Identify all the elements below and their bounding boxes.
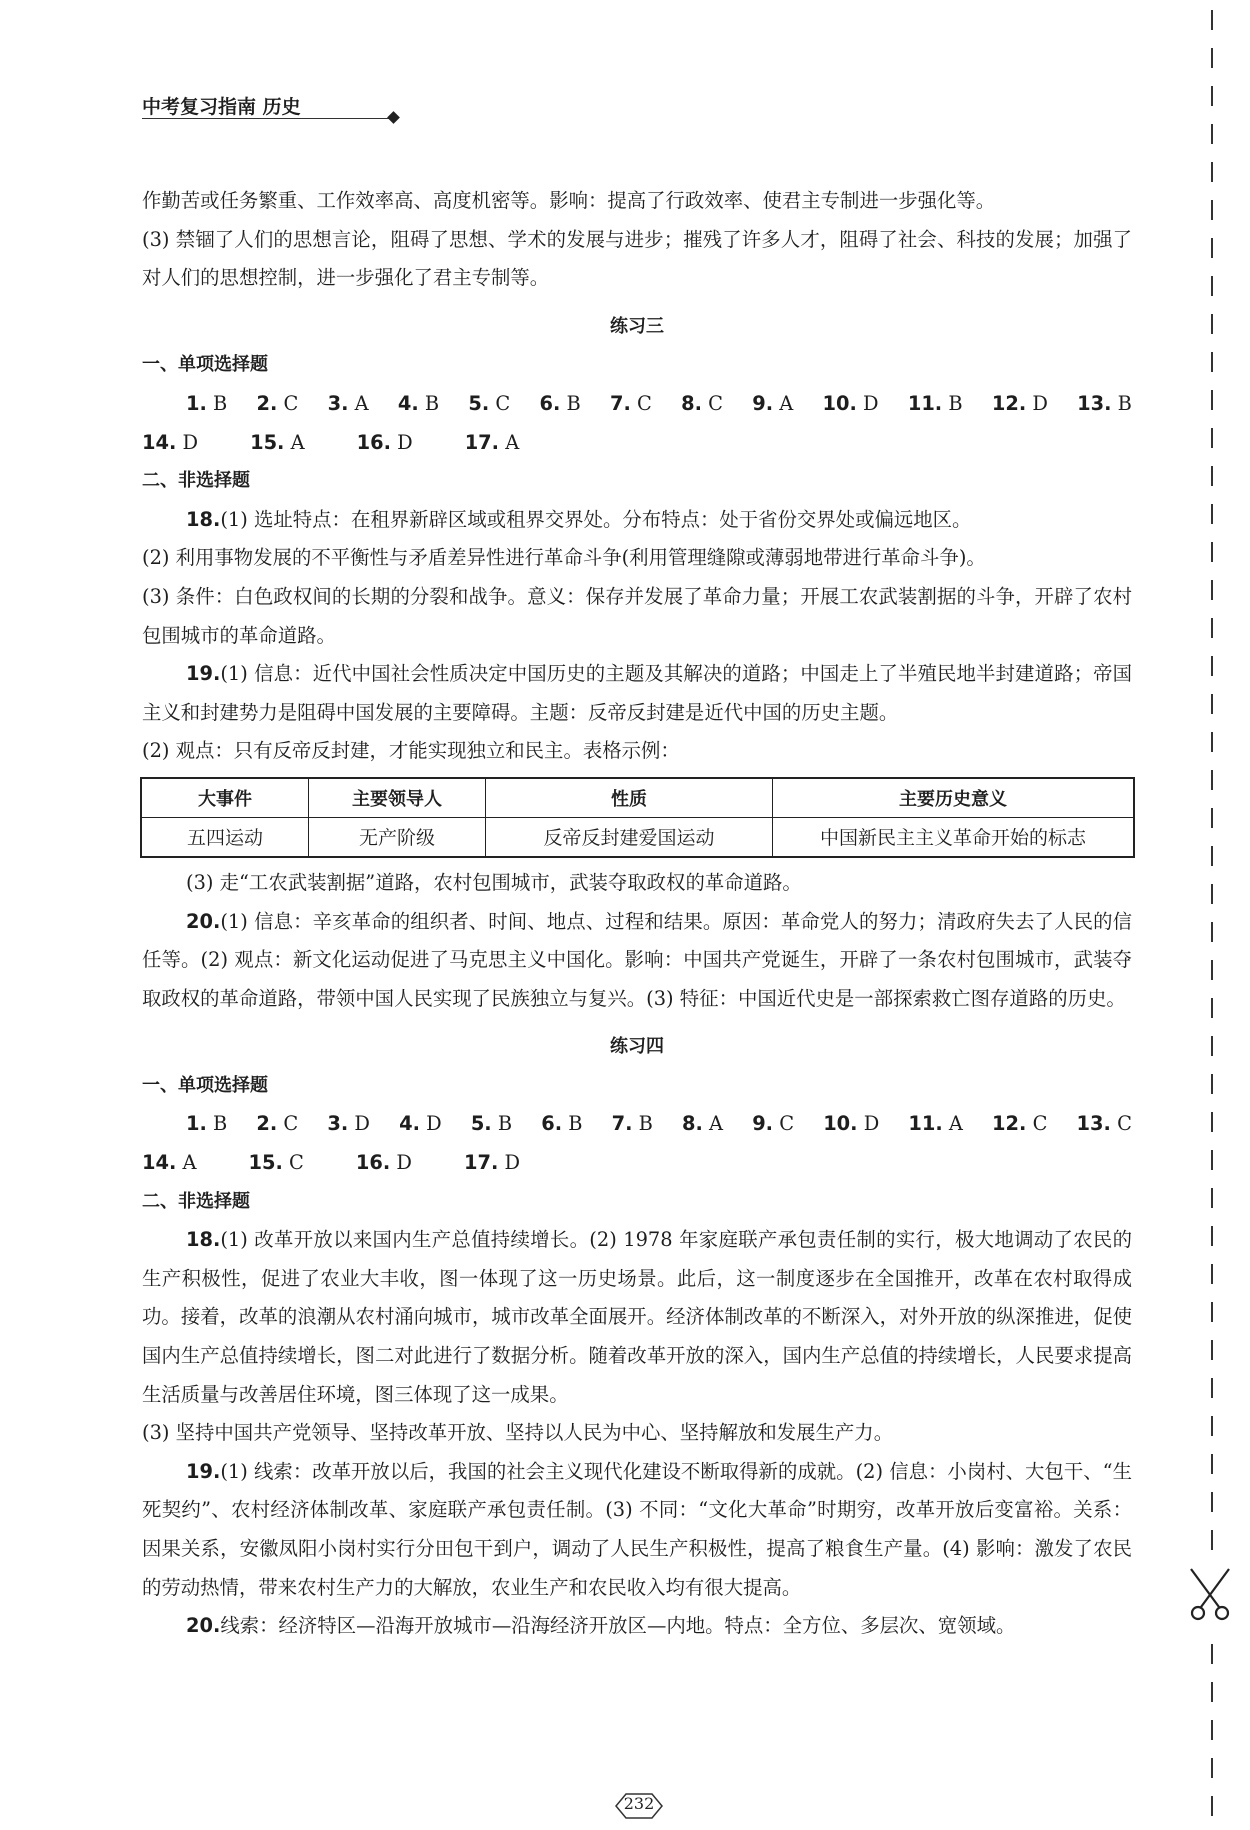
choice-answer	[1077, 385, 1132, 424]
table-header: 性质	[486, 778, 773, 818]
ex4-q18-p2: (3) 坚持中国共产党领导、坚持改革开放、坚持以人民为中心、坚持解放和发展生产力。	[142, 1421, 894, 1445]
answer-letter: D	[390, 1151, 412, 1175]
answer-number: 7.	[610, 391, 631, 415]
answer-number: 16.	[356, 430, 391, 454]
running-header	[142, 92, 404, 126]
answer-number: 5.	[468, 391, 490, 415]
answer-letter: B	[491, 1112, 513, 1136]
choice-answer	[541, 1105, 582, 1144]
cut-line-dash	[1211, 732, 1213, 752]
answer-number: 15.	[248, 1151, 283, 1175]
ex3-q18-text: (1) 选址特点：在租界新辟区域或租界交界处。分布特点：处于省份交界处或偏远地区。	[220, 507, 972, 531]
answer-number: 8.	[682, 1112, 703, 1136]
ex3-q18-p3: (3) 条件：白色政权间的长期的分裂和战争。意义：保存并发展了革命力量；开展工农武装割据的斗争，开辟了农村包围城市的革命道路。	[142, 584, 1132, 647]
choice-answer	[142, 1144, 223, 1183]
choice-answer	[610, 385, 652, 424]
cut-line-dash	[1211, 808, 1213, 828]
answer-number: 4.	[399, 1112, 420, 1136]
choice-answer	[186, 385, 227, 424]
question-number: 18.	[186, 1228, 221, 1252]
answer-letter: B	[1111, 391, 1132, 415]
answer-letter: C	[630, 391, 652, 415]
table-header: 大事件	[141, 778, 309, 818]
choice-answer	[250, 424, 331, 463]
answer-letter: C	[277, 391, 299, 415]
answer-number: 12.	[991, 391, 1027, 415]
choice-answer	[471, 1105, 512, 1144]
cut-line	[1207, 0, 1227, 1830]
answer-letter: C	[702, 391, 724, 415]
cut-line-dash	[1211, 998, 1213, 1018]
ex3-q18-p1	[142, 501, 1132, 540]
choice-answer	[398, 385, 439, 424]
answer-number: 10.	[822, 391, 857, 415]
cut-line-dash	[1211, 1340, 1213, 1360]
cut-line-dash	[1211, 1074, 1213, 1094]
cut-line-dash	[1211, 1758, 1213, 1778]
question-number: 19.	[186, 1459, 221, 1483]
cut-line-dash	[1211, 124, 1213, 144]
answer-letter: D	[1026, 391, 1048, 415]
ex3-section-choice: 一、单项选择题	[142, 354, 268, 376]
page-number-text: 232	[623, 1794, 655, 1813]
answer-letter: B	[560, 391, 581, 415]
answer-number: 3.	[327, 1112, 349, 1136]
choice-answer	[328, 385, 369, 424]
answer-number: 17.	[464, 430, 500, 454]
cut-line-dash	[1211, 694, 1213, 714]
choice-answer	[357, 424, 439, 463]
answer-letter: B	[632, 1112, 653, 1136]
answer-number: 7.	[611, 1112, 633, 1136]
answer-number: 3.	[327, 391, 349, 415]
choice-answer	[468, 385, 510, 424]
answer-letter: A	[942, 1112, 963, 1136]
choice-answer	[612, 1105, 653, 1144]
ex3-q18-p2: (2) 利用事物发展的不平衡性与矛盾差异性进行革命斗争(利用管理缝隙或薄弱地带进行革命斗争)。	[142, 546, 986, 570]
cut-line-dash	[1211, 580, 1213, 600]
choice-answer	[823, 1105, 879, 1144]
cut-line-dash	[1211, 276, 1213, 296]
question-number: 20.	[186, 909, 221, 933]
answer-letter: A	[176, 1151, 197, 1175]
choice-answer	[465, 424, 546, 463]
cut-line-dash	[1211, 922, 1213, 942]
answer-letter: C	[277, 1112, 299, 1136]
exercise-3-title: 练习三	[610, 315, 664, 337]
cut-line-dash	[1211, 428, 1213, 448]
answer-letter: C	[489, 391, 511, 415]
cut-line-dash	[1211, 1036, 1213, 1056]
answer-number: 2.	[256, 391, 278, 415]
intro-line-2: (3) 禁锢了人们的思想言论，阻碍了思想、学术的发展与进步；摧残了许多人才，阻碍了社会、科技的发展；加强了对人们的思想控制，进一步强化了君主专制等。	[142, 227, 1132, 290]
cut-line-dash	[1211, 352, 1213, 372]
choice-answer	[752, 1105, 794, 1144]
ex4-answers-row-2	[142, 1144, 1132, 1183]
answer-number: 14.	[142, 430, 177, 454]
cut-line-dash	[1211, 1302, 1213, 1322]
choice-answer	[823, 385, 879, 424]
cut-line-dash	[1211, 884, 1213, 904]
answer-number: 6.	[539, 391, 561, 415]
cut-line-dash	[1211, 1644, 1213, 1664]
question-number: 20.	[186, 1614, 221, 1638]
answer-letter: C	[1110, 1112, 1132, 1136]
choice-answer	[992, 385, 1048, 424]
answer-number: 15.	[250, 430, 285, 454]
answer-letter: D	[390, 430, 413, 454]
table-cell: 中国新民主主义革命开始的标志	[773, 817, 1135, 857]
answer-content	[142, 182, 1132, 1646]
cut-line-dash	[1211, 846, 1213, 866]
answer-number: 4.	[397, 391, 419, 415]
answer-number: 1.	[186, 391, 207, 415]
page-number	[612, 1792, 666, 1820]
intro-line-1: 作勤苦或任务繁重、工作效率高、高度机密等。影响：提高了行政效率、使君主专制进一步强化等。	[142, 189, 996, 212]
answer-letter: B	[206, 1112, 228, 1136]
table-cell: 五四运动	[141, 817, 309, 857]
answer-number: 11.	[908, 1112, 943, 1136]
answer-number: 13.	[1076, 1112, 1111, 1136]
answer-letter: C	[282, 1151, 304, 1175]
ex3-answers-row-1	[142, 385, 1132, 424]
question-number: 19.	[186, 662, 221, 686]
ex4-q18-text: (1) 改革开放以来国内生产总值持续增长。(2) 1978 年家庭联产承包责任制的实行，极大地调动了农民的生产积极性，促进了农业大丰收，图一体现了这一历史场景。此后，这一制度逐步在全国推开，改革在农村取得成功。接着，改革的浪潮从农村涌向城市，城市改革全面展开。经济体制改革的不断深入，对外开放的纵深推进，促使国内生产总值持续增长，图二对此进行了数据分析。随着改革开放的深入，国内生产总值的持续增长，人民要求提高生活质量与改善居住环境，图三体现了这一成果。	[142, 1228, 1132, 1406]
cut-line-dash	[1211, 1530, 1213, 1550]
answer-letter: A	[499, 430, 520, 454]
answer-letter: B	[942, 391, 963, 415]
choice-answer	[356, 1144, 438, 1183]
cut-line-dash	[1211, 1796, 1213, 1816]
answer-number: 16.	[355, 1151, 391, 1175]
answer-number: 8.	[681, 391, 702, 415]
answer-number: 14.	[142, 1151, 177, 1175]
cut-line-dash	[1211, 1226, 1213, 1246]
ex4-choice-answers	[142, 1105, 1132, 1182]
answer-number: 6.	[541, 1112, 563, 1136]
ex3-q20-text: (1) 信息：辛亥革命的组织者、时间、地点、过程和结果。原因：革命党人的努力；清政府失去了人民的信任等。(2) 观点：新文化运动促进了马克思主义中国化。影响：中国共产党诞生，开辟了一条农村包围城市，武装夺取政权的革命道路，带领中国人民实现了民族独立与复兴。(3) 特征：中国近代史是一部探索救亡图存道路的历史。	[142, 909, 1132, 1010]
ex3-answers-row-2	[142, 424, 1132, 463]
choice-answer	[327, 1105, 370, 1144]
choice-answer	[752, 385, 793, 424]
cut-line-dash	[1211, 504, 1213, 524]
choice-answer	[908, 385, 963, 424]
answer-letter: B	[206, 391, 228, 415]
answer-letter: B	[418, 391, 440, 415]
choice-answer	[249, 1144, 330, 1183]
cut-line-dash	[1211, 656, 1213, 676]
answer-number: 1.	[186, 1112, 207, 1136]
ex3-q19-p3: (3) 走“工农武装割据”道路，农村包围城市，武装夺取政权的革命道路。	[186, 870, 802, 894]
ex3-section-open: 二、非选择题	[142, 470, 250, 492]
ex4-q19	[142, 1453, 1132, 1607]
answer-letter: A	[773, 391, 794, 415]
answer-letter: B	[562, 1112, 583, 1136]
table-row	[141, 817, 1134, 857]
table-cell: 反帝反封建爱国运动	[486, 817, 773, 857]
table-header: 主要领导人	[309, 778, 486, 818]
ex3-q19-p1	[142, 655, 1132, 732]
answer-letter: C	[773, 1112, 795, 1136]
answer-number: 13.	[1077, 391, 1112, 415]
choice-answer	[682, 1105, 723, 1144]
choice-answer	[186, 1105, 227, 1144]
ex3-q19-p2: (2) 观点：只有反帝反封建，才能实现独立和民主。表格示例：	[142, 739, 680, 763]
cut-line-dash	[1211, 1112, 1213, 1132]
ex4-q18-p1	[142, 1221, 1132, 1414]
header-title: 中考复习指南 历史	[142, 96, 301, 118]
cut-line-dash	[1211, 1264, 1213, 1284]
cut-line-dash	[1211, 1682, 1213, 1702]
cut-line-dash	[1211, 314, 1213, 334]
question-number: 18.	[186, 507, 221, 531]
answer-number: 9.	[752, 1112, 774, 1136]
cut-line-dash	[1211, 1416, 1213, 1436]
choice-answer	[142, 424, 224, 463]
ex4-q20	[142, 1607, 1132, 1646]
answer-number: 11.	[907, 391, 943, 415]
choice-answer	[908, 1105, 963, 1144]
scissors-icon	[1185, 1565, 1235, 1625]
answer-letter: D	[857, 1112, 880, 1136]
cut-line-dash	[1211, 48, 1213, 68]
cut-line-dash	[1211, 770, 1213, 790]
answer-number: 2.	[256, 1112, 278, 1136]
ex4-q20-text: 线索：经济特区—沿海开放城市—沿海经济开放区—内地。特点：全方位、多层次、宽领域。	[220, 1614, 1016, 1638]
table-header-row	[141, 778, 1134, 818]
ex4-section-open: 二、非选择题	[142, 1190, 250, 1212]
cut-line-dash	[1211, 162, 1213, 182]
example-table	[140, 777, 1135, 858]
choice-answer	[256, 1105, 298, 1144]
answer-letter: A	[284, 430, 305, 454]
ex3-choice-answers	[142, 385, 1132, 462]
cut-line-dash	[1211, 466, 1213, 486]
ex4-answers-row-1	[142, 1105, 1132, 1144]
cut-line-dash	[1211, 1454, 1213, 1474]
cut-line-dash	[1211, 238, 1213, 258]
ex3-q20	[142, 903, 1132, 1019]
answer-number: 10.	[823, 1112, 858, 1136]
ex4-q19-text: (1) 线索：改革开放以后，我国的社会主义现代化建设不断取得新的成就。(2) 信息：小岗村、大包干、“生死契约”、农村经济体制改革、家庭联产承包责任制。(3) 不同：“文化大革命”时期穷，改革开放后变富裕。关系：因果关系，安徽凤阳小岗村实行分田包干到户，调动了人民生产积极性，提高了粮食生产量。(4) 影响：激发了农民的劳动热情，带来农村生产力的大解放，农业生产和农民收入均有很大提高。	[142, 1459, 1132, 1599]
cut-line-dash	[1211, 86, 1213, 106]
answer-number: 9.	[752, 391, 774, 415]
cut-line-dash	[1211, 390, 1213, 410]
choice-answer	[540, 385, 581, 424]
answer-letter: C	[1026, 1112, 1048, 1136]
cut-line-dash	[1211, 1492, 1213, 1512]
header-rule	[142, 118, 392, 119]
answer-letter: A	[348, 391, 369, 415]
choice-answer	[464, 1144, 546, 1183]
cut-line-dash	[1211, 618, 1213, 638]
answer-number: 17.	[463, 1151, 499, 1175]
choice-answer	[992, 1105, 1047, 1144]
answer-letter: D	[348, 1112, 370, 1136]
choice-answer	[1077, 1105, 1132, 1144]
cut-line-dash	[1211, 960, 1213, 980]
ex3-q19-text: (1) 信息：近代中国社会性质决定中国历史的主题及其解决的道路；中国走上了半殖民地半封建道路；帝国主义和封建势力是阻碍中国发展的主要障碍。主题：反帝反封建是近代中国的历史主题。	[142, 662, 1132, 724]
cut-line-dash	[1211, 1188, 1213, 1208]
answer-letter: D	[419, 1112, 442, 1136]
ex4-section-choice: 一、单项选择题	[142, 1074, 268, 1096]
answer-letter: A	[702, 1112, 724, 1136]
choice-answer	[399, 1105, 442, 1144]
table-header: 主要历史意义	[773, 778, 1135, 818]
cut-line-dash	[1211, 10, 1213, 30]
cut-line-dash	[1211, 1720, 1213, 1740]
choice-answer	[257, 385, 299, 424]
exercise-4-title: 练习四	[610, 1036, 664, 1058]
answer-number: 12.	[992, 1112, 1027, 1136]
cut-line-dash	[1211, 1150, 1213, 1170]
table-cell: 无产阶级	[309, 817, 486, 857]
cut-line-dash	[1211, 542, 1213, 562]
cut-line-dash	[1211, 200, 1213, 220]
answer-letter: D	[498, 1151, 521, 1175]
answer-letter: D	[176, 430, 199, 454]
answer-number: 5.	[470, 1112, 492, 1136]
answer-letter: D	[856, 391, 879, 415]
cut-line-dash	[1211, 1378, 1213, 1398]
choice-answer	[681, 385, 723, 424]
